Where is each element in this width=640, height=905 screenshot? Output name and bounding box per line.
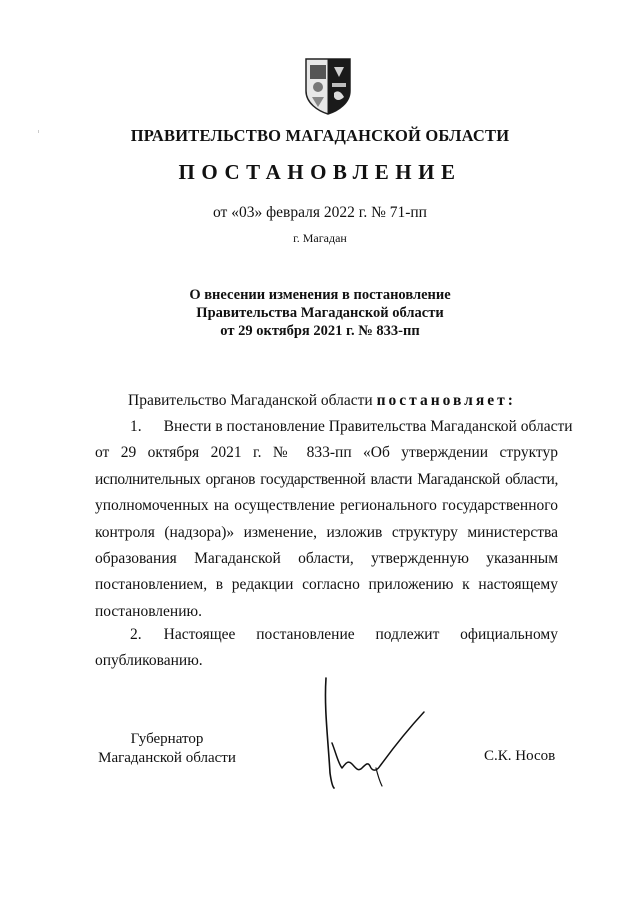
preamble-text: Правительство Магаданской области [128,392,373,409]
document-city: г. Магадан [293,231,347,245]
subject-line: Правительства Магаданской области [196,305,444,321]
item-text: Внести в постановление Правительства Магаданской области [163,418,573,435]
preamble-emphasis: постановляет: [376,392,516,409]
document-date-number: от «03» февраля 2022 г. № 71-пп [213,204,427,221]
signatory-name: С.К. Носов [484,748,556,764]
coat-of-arms-icon [304,57,352,115]
item-line: постановлением, в редакции согласно приложению к настоящему [95,576,558,594]
item-text: Настоящее постановление подлежит официальному [163,626,558,643]
subject-line: от 29 октября 2021 г. № 833-пп [220,323,420,339]
handwritten-signature-icon [312,668,442,798]
position-line: Губернатор [130,731,204,747]
item-2 [95,622,558,675]
subject-line: О внесении изменения в постановление [189,287,451,303]
item-line: опубликованию. [95,652,203,670]
item-first-line [95,414,573,440]
organization-title: ПРАВИТЕЛЬСТВО МАГАДАНСКОЙ ОБЛАСТИ [130,126,510,145]
document-subject [0,286,640,340]
item-line: контроля (надзора)» изменение, изложив структуру министерства [95,523,558,541]
item-line: уполномоченных на осуществление регионального государственного [95,497,558,515]
item-first-line [95,622,558,648]
document-type: ПОСТАНОВЛЕНИЕ [178,160,462,184]
item-line: от 29 октября 2021 г. № 833-пп «Об утверждении структур [95,444,558,462]
item-line: образования Магаданской области, утвержденную указанным [95,550,558,568]
preamble [128,392,516,410]
position-line: Магаданской области [98,750,236,766]
item-number: 2. [130,626,142,643]
item-line: постановлению. [95,602,202,620]
item-number: 1. [130,418,142,435]
item-1 [95,414,573,625]
item-line: исполнительных органов государственной власти Магаданской области, [95,470,558,488]
signatory-position [97,730,237,768]
